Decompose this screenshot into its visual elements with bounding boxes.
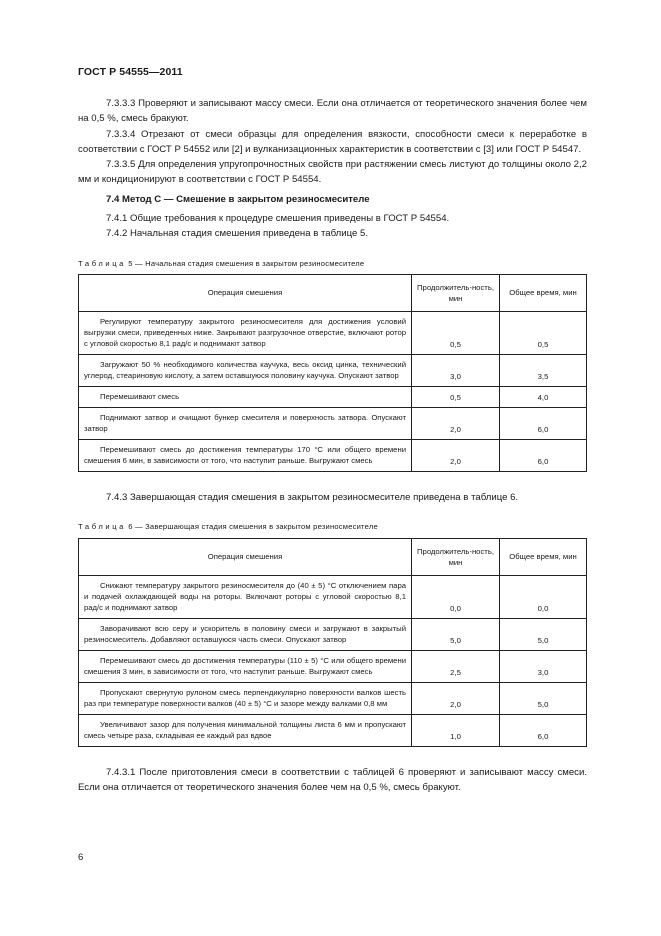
- table-cell-duration: 0,0: [412, 575, 500, 618]
- table5-header-total: Общее время, мин: [500, 274, 587, 311]
- table-row: [79, 354, 587, 386]
- paragraph-7333: 7.3.3.3 Проверяют и записывают массу смеси. Если она отличается от теоретического значения более чем на 0,5 %, смесь бракуют.: [78, 98, 587, 125]
- table-cell-duration: 2,0: [412, 439, 500, 471]
- paragraph-7431: 7.4.3.1 После приготовления смеси в соответствии с таблицей 6 проверяют и записывают массу смеси. Если она отличается от теоретического значения более чем на 0,5 %, смесь бракуют.: [78, 766, 587, 793]
- table-cell-total: 3,0: [500, 650, 587, 682]
- table5-header-operation: Операция смешения: [79, 274, 412, 311]
- table-row: [79, 386, 587, 407]
- paragraph-742: 7.4.2 Начальная стадия смешения приведена в таблице 5.: [106, 228, 369, 240]
- table-cell-operation: [79, 386, 412, 407]
- table-cell-duration: 3,0: [412, 354, 500, 386]
- operation-text: Заворачивают всю серу и ускоритель в половину смеси и загружают в закрытый резиносмеситель. Добавляют оставшуюся часть смеси. Опускают затвор: [84, 623, 406, 644]
- table-cell-total: 4,0: [500, 386, 587, 407]
- table-cell-duration: 2,5: [412, 650, 500, 682]
- operation-text: Поднимают затвор и очищают бункер смесителя и поверхность затвора. Опускают затвор: [84, 412, 406, 433]
- table-row: [79, 311, 587, 354]
- section-heading-7-4: 7.4 Метод С — Смешение в закрытом резиносмесителе: [106, 193, 370, 205]
- table5-caption: [78, 256, 587, 271]
- table-row: [79, 682, 587, 714]
- table-row: [79, 618, 587, 650]
- table-cell-duration: 0,5: [412, 311, 500, 354]
- operation-text: Перемешивают смесь: [100, 391, 180, 401]
- table-cell-operation: [79, 354, 412, 386]
- table-cell-total: 6,0: [500, 714, 587, 746]
- table-cell-operation: [79, 618, 412, 650]
- table5-caption-word: Таблица: [78, 258, 126, 268]
- table-cell-operation: [79, 311, 412, 354]
- table-cell-duration: 0,5: [412, 386, 500, 407]
- page-content: [78, 96, 587, 795]
- table-cell-duration: 2,0: [412, 407, 500, 439]
- table-cell-operation: [79, 650, 412, 682]
- table-cell-total: 3,5: [500, 354, 587, 386]
- table6-header-duration: Продолжитель-ность, мин: [412, 538, 500, 575]
- paragraph-7334: 7.3.3.4 Отрезают от смеси образцы для определения вязкости, способности смеси к переработке в соответствии с ГОСТ Р 54552 или [2] и вулканизационных характеристик в соответствии с [3] или ГОСТ Р 54547.: [78, 128, 587, 155]
- table-row: [79, 575, 587, 618]
- table5-header-duration: Продолжитель-ность, мин: [412, 274, 500, 311]
- table-6: [78, 538, 587, 747]
- paragraph-743: 7.4.3 Завершающая стадия смешения в закрытом резиносмесителе приведена в таблице 6.: [106, 491, 519, 503]
- table-cell-total: 6,0: [500, 439, 587, 471]
- operation-text: Загружают 50 % необходимого количества каучука, весь оксид цинка, технический углерод, стеариновую кислоту, а затем оставшуюся половину каучука. Опускают затвор: [84, 359, 406, 380]
- table-cell-duration: 5,0: [412, 618, 500, 650]
- table-cell-duration: 2,0: [412, 682, 500, 714]
- table-cell-total: 5,0: [500, 618, 587, 650]
- table-row: [79, 714, 587, 746]
- operation-text: Регулируют температуру закрытого резиносмесителя для достижения условий выгрузки смеси, приведенных ниже. Закрывают разгрузочное отверстие, включают ротор с угловой скоростью 8,1 рад/с и поднимают затвор: [84, 316, 406, 348]
- operation-text: Увеличивают зазор для получения минимальной толщины листа 6 мм и пропускают смесь четыре раза, складывая ее каждый раз вдвое: [84, 719, 406, 740]
- table-cell-total: 0,5: [500, 311, 587, 354]
- table6-header-total: Общее время, мин: [500, 538, 587, 575]
- paragraph-7335: 7.3.3.5 Для определения упругопрочностных свойств при растяжении смесь листуют до толщины около 2,2 мм и кондиционируют в соответствии с ГОСТ Р 54554.: [78, 159, 587, 186]
- table-5: [78, 274, 587, 472]
- table6-caption-word: Таблица: [78, 522, 126, 532]
- page-number: 6: [78, 852, 84, 863]
- table6-caption: [78, 519, 587, 534]
- table-cell-operation: [79, 714, 412, 746]
- document-header: ГОСТ Р 54555—2011: [78, 66, 183, 78]
- table-cell-operation: [79, 407, 412, 439]
- table-cell-duration: 1,0: [412, 714, 500, 746]
- table6-header-operation: Операция смешения: [79, 538, 412, 575]
- table-row: [79, 650, 587, 682]
- table-cell-total: 0,0: [500, 575, 587, 618]
- operation-text: Перемешивают смесь до достижения температуры 170 °С или общего времени смешения 6 мин, в зависимости от того, что наступит раньше. Выгружают смесь: [84, 444, 406, 465]
- table5-header-row: [79, 274, 587, 311]
- table-row: [79, 407, 587, 439]
- operation-text: Пропускают свернутую рулоном смесь перпендикулярно поверхности валков шесть раз при температуре поверхности валков (40 ± 5) °С и зазоре между валками 0,8 мм: [84, 687, 406, 708]
- table5-caption-text: 5 — Начальная стадия смешения в закрытом резиносмесителе: [128, 258, 365, 268]
- paragraph-741: 7.4.1 Общие требования к процедуре смешения приведены в ГОСТ Р 54554.: [106, 213, 450, 225]
- table-row: [79, 439, 587, 471]
- table-cell-total: 5,0: [500, 682, 587, 714]
- table-cell-total: 6,0: [500, 407, 587, 439]
- operation-text: Перемешивают смесь до достижения температуры (110 ± 5) °С или общего времени смешения 3 мин, в зависимости от того, что наступит раньше. Выгружают смесь: [84, 655, 406, 676]
- table6-header-row: [79, 538, 587, 575]
- table-cell-operation: [79, 439, 412, 471]
- operation-text: Снижают температуру закрытого резиносмесителя до (40 ± 5) °С отключением пара и подачей охлаждающей воды на роторы. Включают роторы с угловой скоростью 8,1 рад/с и поднимают затвор: [84, 580, 406, 612]
- table-cell-operation: [79, 575, 412, 618]
- table6-caption-text: 6 — Завершающая стадия смешения в закрытом резиносмесителе: [128, 522, 378, 532]
- table-cell-operation: [79, 682, 412, 714]
